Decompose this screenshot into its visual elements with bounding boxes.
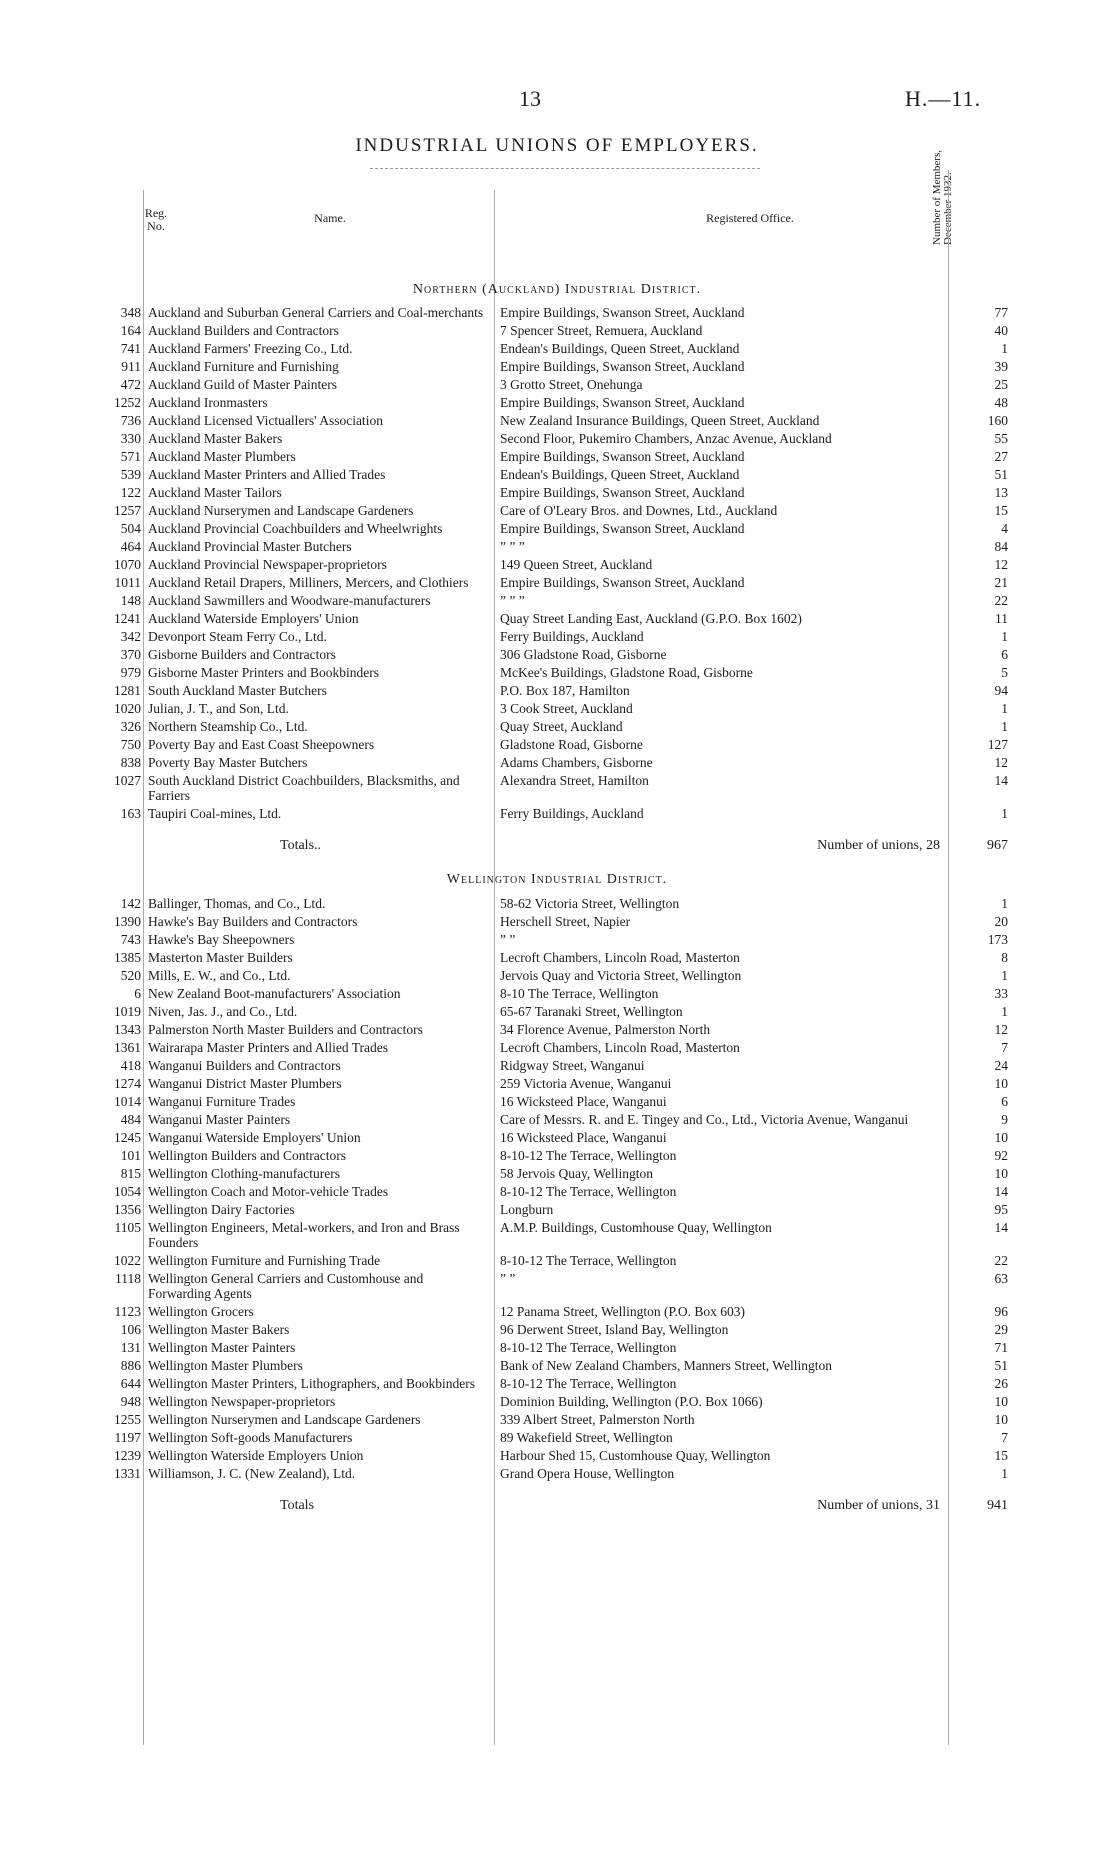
reg-number: 106 — [120, 1322, 141, 1337]
reg-number: 979 — [120, 665, 141, 680]
reg-number: 1281 — [114, 683, 141, 698]
registered-office: Empire Buildings, Swanson Street, Auckland — [500, 485, 745, 500]
union-name: Hawke's Bay Sheepowners — [148, 932, 295, 947]
reg-number: 815 — [120, 1166, 141, 1181]
union-name: Wellington Coach and Motor-vehicle Trades — [148, 1184, 389, 1199]
registered-office: 16 Wicksteed Place, Wanganui — [500, 1094, 667, 1109]
reg-number: 1123 — [114, 1304, 141, 1319]
reg-number: 750 — [120, 737, 141, 752]
registered-office: 3 Cook Street, Auckland — [500, 701, 633, 716]
reg-number: 838 — [120, 755, 141, 770]
registered-office: Care of Messrs. R. and E. Tingey and Co., Ltd., Victoria Avenue, Wanganui — [500, 1112, 909, 1127]
registered-office: Ferry Buildings, Auckland — [500, 806, 644, 821]
union-name: Julian, J. T., and Son, Ltd. — [148, 701, 289, 716]
union-name: Auckland Master Tailors — [148, 485, 282, 500]
reg-number: 1070 — [114, 557, 141, 572]
member-count: 95 — [994, 1202, 1008, 1217]
reg-number: 472 — [120, 377, 141, 392]
registered-office: 8-10-12 The Terrace, Wellington — [500, 1148, 677, 1163]
registered-office: Longburn — [500, 1202, 554, 1217]
member-count: 1 — [1001, 896, 1008, 911]
member-count: 1 — [1001, 701, 1008, 716]
member-count: 25 — [994, 377, 1008, 392]
title-underline — [370, 168, 760, 169]
registered-office: 3 Grotto Street, Onehunga — [500, 377, 643, 392]
registered-office: 259 Victoria Avenue, Wanganui — [500, 1076, 672, 1091]
column-rule-3 — [948, 170, 949, 1745]
reg-number: 1011 — [114, 575, 141, 590]
column-header-members — [918, 149, 1018, 255]
member-count: 33 — [994, 986, 1008, 1001]
registered-office: Harbour Shed 15, Customhouse Quay, Wellington — [500, 1448, 771, 1463]
union-name: Auckland Builders and Contractors — [148, 323, 339, 338]
union-name: Williamson, J. C. (New Zealand), Ltd. — [148, 1466, 356, 1481]
member-count: 20 — [994, 914, 1008, 929]
registered-office: ” ” ” — [500, 593, 525, 608]
total-members: 967 — [987, 838, 1008, 853]
union-name: Wellington Dairy Factories — [148, 1202, 295, 1217]
registered-office: 16 Wicksteed Place, Wanganui — [500, 1130, 667, 1145]
reg-number: 1361 — [114, 1040, 141, 1055]
reg-number: 148 — [120, 593, 141, 608]
registered-office: ” ” — [500, 932, 516, 947]
union-name: Wellington Master Plumbers — [148, 1358, 303, 1373]
union-name: Auckland Furniture and Furnishing — [148, 359, 339, 374]
member-count: 12 — [994, 1022, 1008, 1037]
reg-number: 142 — [120, 896, 141, 911]
member-count: 84 — [994, 539, 1008, 554]
union-name: Auckland Master Plumbers — [148, 449, 296, 464]
column-header-members-text: Number of Members, December 1932. — [931, 149, 954, 245]
union-name: Wellington Engineers, Metal-workers, and Iron and Brass Founders — [148, 1220, 460, 1250]
member-count: 1 — [1001, 806, 1008, 821]
page-number: 13 — [519, 86, 541, 111]
union-name: Wellington Newspaper-proprietors — [148, 1394, 336, 1409]
reg-number: 1027 — [114, 773, 141, 788]
union-name: Wellington Grocers — [148, 1304, 254, 1319]
member-count: 1 — [1001, 719, 1008, 734]
reg-number: 520 — [120, 968, 141, 983]
reg-number: 326 — [120, 719, 141, 734]
reg-number: 1020 — [114, 701, 141, 716]
union-name: Wellington Soft-goods Manufacturers — [148, 1430, 353, 1445]
reg-number: 736 — [120, 413, 141, 428]
registered-office: Empire Buildings, Swanson Street, Auckland — [500, 575, 745, 590]
registered-office: 339 Albert Street, Palmerston North — [500, 1412, 695, 1427]
member-count: 55 — [994, 431, 1008, 446]
registered-office: Bank of New Zealand Chambers, Manners Street, Wellington — [500, 1358, 832, 1373]
union-name: Auckland Sawmillers and Woodware-manufacturers — [148, 593, 431, 608]
member-count: 21 — [994, 575, 1008, 590]
reg-number: 504 — [120, 521, 141, 536]
member-count: 10 — [994, 1166, 1008, 1181]
registered-office: 8-10-12 The Terrace, Wellington — [500, 1340, 677, 1355]
registered-office: Alexandra Street, Hamilton — [500, 773, 649, 788]
union-name: Wellington Clothing-manufacturers — [148, 1166, 340, 1181]
union-name: Wanganui Builders and Contractors — [148, 1058, 341, 1073]
union-name: Wellington Nurserymen and Landscape Gardeners — [148, 1412, 421, 1427]
union-name: Auckland Guild of Master Painters — [148, 377, 337, 392]
union-name: Ballinger, Thomas, and Co., Ltd. — [148, 896, 326, 911]
registered-office: 8-10-12 The Terrace, Wellington — [500, 1376, 677, 1391]
reg-number: 131 — [120, 1340, 141, 1355]
registered-office: 96 Derwent Street, Island Bay, Wellington — [500, 1322, 729, 1337]
union-name: Masterton Master Builders — [148, 950, 293, 965]
member-count: 14 — [994, 1220, 1008, 1235]
union-name: South Auckland Master Butchers — [148, 683, 327, 698]
member-count: 10 — [994, 1394, 1008, 1409]
member-count: 94 — [994, 683, 1008, 698]
reg-number: 164 — [120, 323, 141, 338]
member-count: 173 — [987, 932, 1008, 947]
union-name: Wellington General Carriers and Customhouse and Forwarding Agents — [148, 1271, 424, 1301]
union-name: New Zealand Boot-manufacturers' Association — [148, 986, 401, 1001]
member-count: 4 — [1001, 521, 1008, 536]
member-count: 29 — [994, 1322, 1008, 1337]
reg-number: 330 — [120, 431, 141, 446]
reg-number: 1022 — [114, 1253, 141, 1268]
registered-office: 8-10 The Terrace, Wellington — [500, 986, 659, 1001]
reg-number: 1118 — [115, 1271, 141, 1286]
member-count: 8 — [1001, 950, 1008, 965]
union-name: Auckland Provincial Newspaper-proprietors — [148, 557, 387, 572]
union-name: Taupiri Coal-mines, Ltd. — [148, 806, 282, 821]
reg-number: 1241 — [114, 611, 141, 626]
member-count: 48 — [994, 395, 1008, 410]
document-reference: H.—11. — [905, 86, 982, 111]
union-name: Mills, E. W., and Co., Ltd. — [148, 968, 291, 983]
member-count: 7 — [1001, 1040, 1008, 1055]
union-name: Auckland Retail Drapers, Milliners, Mercers, and Clothiers — [148, 575, 469, 590]
registered-office: Ridgway Street, Wanganui — [500, 1058, 645, 1073]
reg-number: 1014 — [114, 1094, 141, 1109]
column-header-office: Registered Office. — [706, 211, 794, 225]
reg-number: 464 — [120, 539, 141, 554]
reg-number: 644 — [120, 1376, 141, 1391]
member-count: 51 — [994, 1358, 1008, 1373]
registered-office: Endean's Buildings, Queen Street, Auckland — [500, 467, 740, 482]
union-name: Wellington Master Bakers — [148, 1322, 290, 1337]
registered-office: McKee's Buildings, Gladstone Road, Gisborne — [500, 665, 753, 680]
union-name: Auckland Provincial Coachbuilders and Wheelwrights — [148, 521, 443, 536]
registered-office: Empire Buildings, Swanson Street, Auckland — [500, 521, 745, 536]
member-count: 14 — [994, 1184, 1008, 1199]
reg-number: 1239 — [114, 1448, 141, 1463]
union-name: Hawke's Bay Builders and Contractors — [148, 914, 358, 929]
registered-office: Empire Buildings, Swanson Street, Auckland — [500, 449, 745, 464]
union-name: Poverty Bay and East Coast Sheepowners — [148, 737, 375, 752]
reg-number: 741 — [120, 341, 141, 356]
reg-number: 163 — [120, 806, 141, 821]
registered-office: 89 Wakefield Street, Wellington — [500, 1430, 673, 1445]
member-count: 12 — [994, 557, 1008, 572]
member-count: 15 — [994, 503, 1008, 518]
member-count: 10 — [994, 1076, 1008, 1091]
reg-number: 348 — [120, 305, 141, 320]
registered-office: Herschell Street, Napier — [500, 914, 631, 929]
registered-office: Endean's Buildings, Queen Street, Auckland — [500, 341, 740, 356]
registered-office: ” ” — [500, 1271, 516, 1286]
union-name: Wanganui Furniture Trades — [148, 1094, 296, 1109]
member-count: 6 — [1001, 647, 1008, 662]
column-header-reg: Reg. No. — [144, 206, 168, 233]
registered-office: ” ” ” — [500, 539, 525, 554]
reg-number: 911 — [121, 359, 141, 374]
member-count: 22 — [994, 593, 1008, 608]
reg-number: 1356 — [114, 1202, 141, 1217]
union-name: Auckland and Suburban General Carriers and Coal-merchants — [148, 305, 484, 320]
registered-office: Quay Street Landing East, Auckland (G.P.O. Box 1602) — [500, 611, 802, 626]
union-name: Wanganui Master Painters — [148, 1112, 291, 1127]
registered-office: 7 Spencer Street, Remuera, Auckland — [500, 323, 703, 338]
member-count: 40 — [994, 323, 1008, 338]
member-count: 26 — [994, 1376, 1008, 1391]
reg-number: 122 — [120, 485, 141, 500]
registered-office: 58 Jervois Quay, Wellington — [500, 1166, 654, 1181]
union-name: Auckland Licensed Victuallers' Association — [148, 413, 383, 428]
registered-office: 12 Panama Street, Wellington (P.O. Box 603) — [500, 1304, 746, 1319]
registered-office: Lecroft Chambers, Lincoln Road, Masterton — [500, 1040, 740, 1055]
union-name: Auckland Nurserymen and Landscape Gardeners — [148, 503, 414, 518]
registered-office: P.O. Box 187, Hamilton — [500, 683, 630, 698]
union-name: Auckland Master Printers and Allied Trades — [148, 467, 386, 482]
section-title-northern: Northern (Auckland) Industrial District. — [412, 282, 702, 297]
registered-office: Adams Chambers, Gisborne — [500, 755, 653, 770]
union-name: Niven, Jas. J., and Co., Ltd. — [148, 1004, 298, 1019]
union-name: Wanganui District Master Plumbers — [148, 1076, 342, 1091]
union-name: Auckland Waterside Employers' Union — [148, 611, 359, 626]
registered-office: 8-10-12 The Terrace, Wellington — [500, 1184, 677, 1199]
union-name: Palmerston North Master Builders and Contractors — [148, 1022, 423, 1037]
union-name: Wanganui Waterside Employers' Union — [148, 1130, 361, 1145]
unions-count: Number of unions, 31 — [817, 1498, 940, 1513]
member-count: 15 — [994, 1448, 1008, 1463]
reg-number: 539 — [120, 467, 141, 482]
union-name: Devonport Steam Ferry Co., Ltd. — [148, 629, 327, 644]
union-name: South Auckland District Coachbuilders, Blacksmiths, and Farriers — [148, 773, 460, 803]
member-count: 12 — [994, 755, 1008, 770]
member-count: 1 — [1001, 968, 1008, 983]
union-name: Northern Steamship Co., Ltd. — [148, 719, 308, 734]
member-count: 71 — [994, 1340, 1008, 1355]
reg-number: 484 — [120, 1112, 141, 1127]
union-name: Poverty Bay Master Butchers — [148, 755, 308, 770]
registered-office: 306 Gladstone Road, Gisborne — [500, 647, 667, 662]
member-count: 14 — [994, 773, 1008, 788]
reg-number: 1331 — [114, 1466, 141, 1481]
member-count: 39 — [994, 359, 1008, 374]
reg-number: 1197 — [114, 1430, 141, 1445]
totals-label: Totals — [280, 1498, 315, 1513]
member-count: 1 — [1001, 341, 1008, 356]
registered-office: Quay Street, Auckland — [500, 719, 623, 734]
totals-label: Totals.. — [280, 838, 322, 853]
reg-number: 418 — [120, 1058, 141, 1073]
union-name: Auckland Provincial Master Butchers — [148, 539, 352, 554]
reg-number: 1385 — [114, 950, 141, 965]
member-count: 51 — [994, 467, 1008, 482]
reg-number: 1274 — [114, 1076, 141, 1091]
registered-office: A.M.P. Buildings, Customhouse Quay, Wellington — [500, 1220, 772, 1235]
member-count: 160 — [987, 413, 1008, 428]
registered-office: Second Floor, Pukemiro Chambers, Anzac Avenue, Auckland — [500, 431, 832, 446]
reg-number: 1054 — [114, 1184, 141, 1199]
unions-count: Number of unions, 28 — [817, 838, 940, 853]
member-count: 27 — [994, 449, 1008, 464]
member-count: 24 — [994, 1058, 1008, 1073]
union-name: Wellington Furniture and Furnishing Trade — [148, 1253, 381, 1268]
registered-office: 149 Queen Street, Auckland — [500, 557, 653, 572]
member-count: 1 — [1001, 1004, 1008, 1019]
total-members: 941 — [987, 1498, 1008, 1513]
registered-office: Jervois Quay and Victoria Street, Wellington — [500, 968, 742, 983]
registered-office: Care of O'Leary Bros. and Downes, Ltd., Auckland — [500, 503, 778, 518]
union-name: Wellington Waterside Employers Union — [148, 1448, 364, 1463]
registered-office: Gladstone Road, Gisborne — [500, 737, 643, 752]
member-count: 77 — [994, 305, 1008, 320]
reg-number: 886 — [120, 1358, 141, 1373]
registered-office: 8-10-12 The Terrace, Wellington — [500, 1253, 677, 1268]
registered-office: New Zealand Insurance Buildings, Queen Street, Auckland — [500, 413, 820, 428]
member-count: 96 — [994, 1304, 1008, 1319]
union-name: Gisborne Builders and Contractors — [148, 647, 336, 662]
reg-number: 342 — [120, 629, 141, 644]
reg-number: 1343 — [114, 1022, 141, 1037]
registered-office: Dominion Building, Wellington (P.O. Box 1066) — [500, 1394, 763, 1409]
reg-number: 370 — [120, 647, 141, 662]
reg-number: 6 — [134, 986, 141, 1001]
union-name: Gisborne Master Printers and Bookbinders — [148, 665, 379, 680]
reg-number: 743 — [120, 932, 141, 947]
reg-number: 1255 — [114, 1412, 141, 1427]
union-name: Wellington Master Printers, Lithographers, and Bookbinders — [148, 1376, 475, 1391]
registered-office: 58-62 Victoria Street, Wellington — [500, 896, 680, 911]
registered-office: Ferry Buildings, Auckland — [500, 629, 644, 644]
reg-number: 1257 — [114, 503, 141, 518]
column-rule-2 — [494, 190, 495, 1745]
union-name: Wellington Master Painters — [148, 1340, 296, 1355]
member-count: 6 — [1001, 1094, 1008, 1109]
member-count: 7 — [1001, 1430, 1008, 1445]
member-count: 92 — [994, 1148, 1008, 1163]
registered-office: Lecroft Chambers, Lincoln Road, Masterton — [500, 950, 740, 965]
reg-number: 948 — [120, 1394, 141, 1409]
member-count: 10 — [994, 1412, 1008, 1427]
member-count: 13 — [994, 485, 1008, 500]
union-name: Wairarapa Master Printers and Allied Trades — [148, 1040, 388, 1055]
member-count: 1 — [1001, 629, 1008, 644]
reg-number: 101 — [120, 1148, 141, 1163]
union-name: Auckland Farmers' Freezing Co., Ltd. — [148, 341, 353, 356]
registered-office: 34 Florence Avenue, Palmerston North — [500, 1022, 711, 1037]
member-count: 11 — [995, 611, 1008, 626]
reg-number: 571 — [120, 449, 141, 464]
registered-office: Empire Buildings, Swanson Street, Auckland — [500, 359, 745, 374]
member-count: 22 — [994, 1253, 1008, 1268]
reg-number: 1390 — [114, 914, 141, 929]
registered-office: 65-67 Taranaki Street, Wellington — [500, 1004, 683, 1019]
registered-office: Empire Buildings, Swanson Street, Auckland — [500, 305, 745, 320]
member-count: 63 — [994, 1271, 1008, 1286]
reg-number: 1252 — [114, 395, 141, 410]
section-title-wellington: Wellington Industrial District. — [446, 872, 668, 887]
member-count: 1 — [1001, 1466, 1008, 1481]
registered-office: Grand Opera House, Wellington — [500, 1466, 675, 1481]
page-title: INDUSTRIAL UNIONS OF EMPLOYERS. — [355, 135, 759, 156]
member-count: 9 — [1001, 1112, 1008, 1127]
member-count: 127 — [987, 737, 1008, 752]
reg-number: 1245 — [114, 1130, 141, 1145]
union-name: Auckland Master Bakers — [148, 431, 283, 446]
union-name: Auckland Ironmasters — [148, 395, 268, 410]
member-count: 10 — [994, 1130, 1008, 1145]
reg-number: 1105 — [114, 1220, 141, 1235]
registered-office: Empire Buildings, Swanson Street, Auckland — [500, 395, 745, 410]
reg-number: 1019 — [114, 1004, 141, 1019]
column-rule-1 — [143, 190, 144, 1745]
member-count: 5 — [1001, 665, 1008, 680]
column-header-name: Name. — [314, 211, 346, 225]
union-name: Wellington Builders and Contractors — [148, 1148, 347, 1163]
